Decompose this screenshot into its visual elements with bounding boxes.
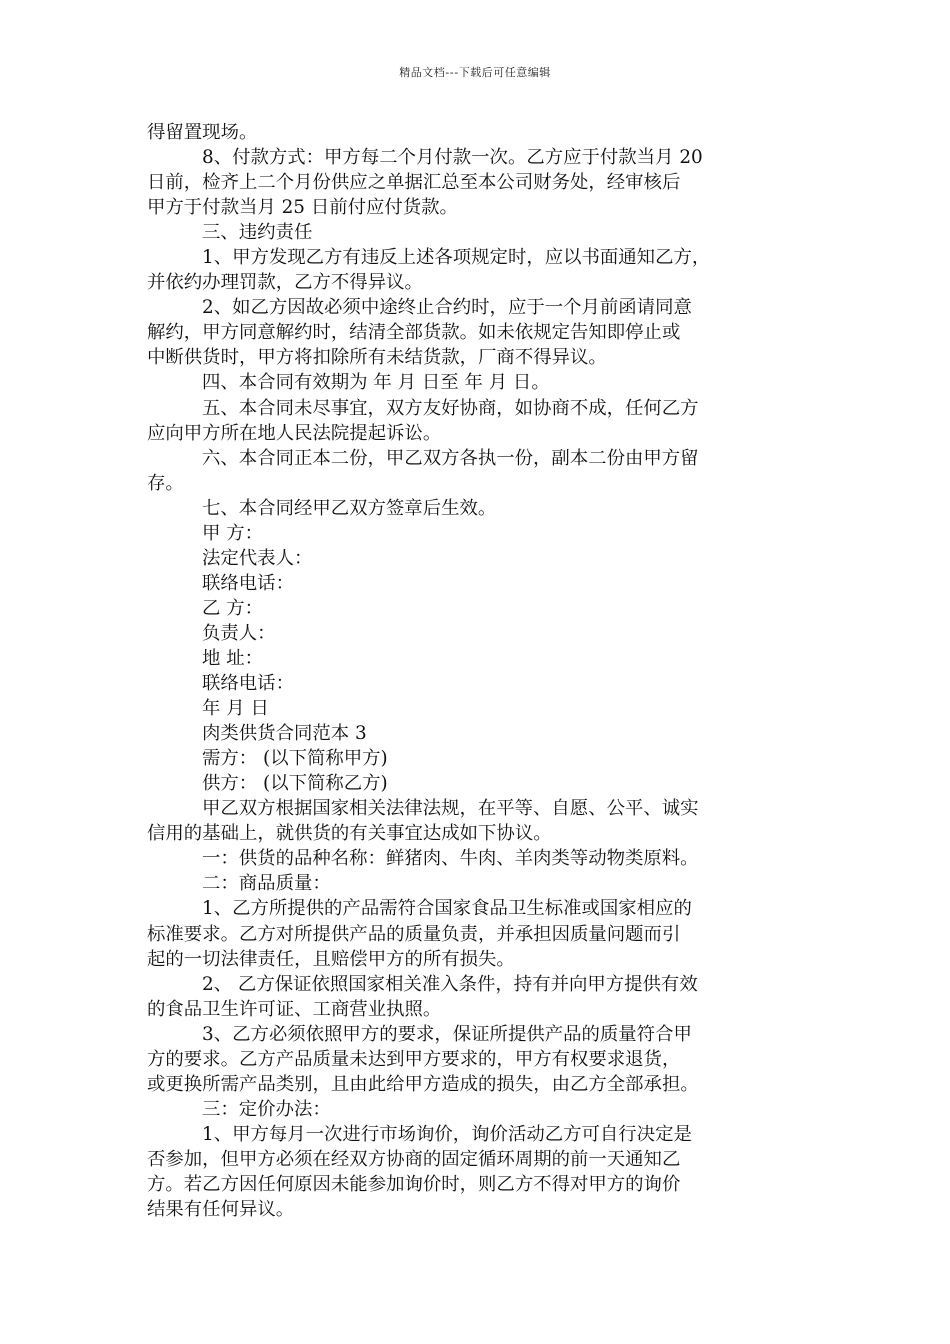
text-line: 并依约办理罚款，乙方不得异议。: [147, 272, 423, 294]
text-line: 供方： (以下简称乙方): [202, 773, 388, 795]
text-line: 1、甲方发现乙方有违反上述各项规定时，应以书面通知乙方，: [202, 247, 711, 269]
text-line: 七、本合同经甲乙双方签章后生效。: [202, 497, 497, 519]
text-line: 甲方于付款当月 25 日前付应付货款。: [147, 197, 458, 219]
text-line: 负责人：: [202, 622, 276, 644]
text-line: 否参加，但甲方必须在经双方协商的固定循环周期的前一天通知乙: [147, 1148, 681, 1170]
text-line: 甲乙双方根据国家相关法律法规，在平等、自愿、公平、诚实: [202, 798, 699, 820]
text-line: 中断供货时，甲方将扣除所有未结货款，厂商不得异议。: [147, 347, 607, 369]
text-line: 日前，检齐上二个月份供应之单据汇总至本公司财务处，经审核后: [147, 172, 681, 194]
text-line: 信用的基础上，就供货的有关事宜达成如下协议。: [147, 823, 552, 845]
text-line: 标准要求。乙方对所提供产品的质量负责，并承担因质量问题而引: [147, 923, 681, 945]
text-line: 五、本合同未尽事宜，双方友好协商，如协商不成，任何乙方: [202, 397, 699, 419]
text-line: 地 址：: [202, 647, 264, 669]
text-line: 2、 乙方保证依照国家相关准入条件，持有并向甲方提供有效: [202, 973, 698, 995]
text-line: 方的要求。乙方产品质量未达到甲方要求的，甲方有权要求退货，: [147, 1048, 681, 1070]
text-line: 年 月 日: [202, 698, 269, 720]
text-line: 方。若乙方因任何原因未能参加询价时，则乙方不得对甲方的询价: [147, 1173, 681, 1195]
text-line: 肉类供货合同范本 3: [202, 723, 367, 745]
text-line: 联络电话：: [202, 572, 294, 594]
text-line: 存。: [147, 472, 184, 494]
text-line: 六、本合同正本二份，甲乙双方各执一份，副本二份由甲方留: [202, 447, 699, 469]
text-line: 乙 方：: [202, 597, 264, 619]
text-line: 二：商品质量：: [202, 873, 331, 895]
text-line: 得留置现场。: [147, 122, 258, 143]
text-line: 法定代表人：: [202, 547, 313, 569]
text-line: 三：定价办法：: [202, 1098, 331, 1120]
text-line: 联络电话：: [202, 673, 294, 695]
text-line: 3、乙方必须依照甲方的要求，保证所提供产品的质量符合甲: [202, 1023, 692, 1045]
text-line: 1、乙方所提供的产品需符合国家食品卫生标准或国家相应的: [202, 898, 692, 920]
document-body: [147, 120, 813, 1222]
text-line: 甲 方：: [202, 522, 264, 544]
text-line: 起的一切法律责任，且赔偿甲方的所有损失。: [147, 948, 515, 970]
text-line: 的食品卫生许可证、工商营业执照。: [147, 998, 442, 1020]
text-line: 或更换所需产品类别，且由此给甲方造成的损失，由乙方全部承担。: [147, 1073, 699, 1095]
text-line: 结果有任何异议。: [147, 1199, 295, 1221]
text-line: 2、如乙方因故必须中途终止合约时，应于一个月前函请同意: [202, 297, 692, 319]
text-line: 应向甲方所在地人民法院提起诉讼。: [147, 422, 442, 444]
text-line: 1、甲方每月一次进行市场询价，询价活动乙方可自行决定是: [202, 1123, 692, 1145]
text-line: 需方： (以下简称甲方): [202, 748, 388, 770]
text-line: 8、付款方式：甲方每二个月付款一次。乙方应于付款当月 20: [202, 147, 703, 169]
text-line: 解约，甲方同意解约时，结清全部货款。如未依规定告知即停止或: [147, 322, 681, 344]
text-line: 四、本合同有效期为 年 月 日至 年 月 日。: [202, 372, 550, 394]
text-line: 三、违约责任: [202, 222, 313, 244]
text-line: 一：供货的品种名称：鲜猪肉、牛肉、羊肉类等动物类原料。: [202, 848, 699, 870]
page-header: 精品文档---下载后可任意编辑: [399, 66, 551, 79]
